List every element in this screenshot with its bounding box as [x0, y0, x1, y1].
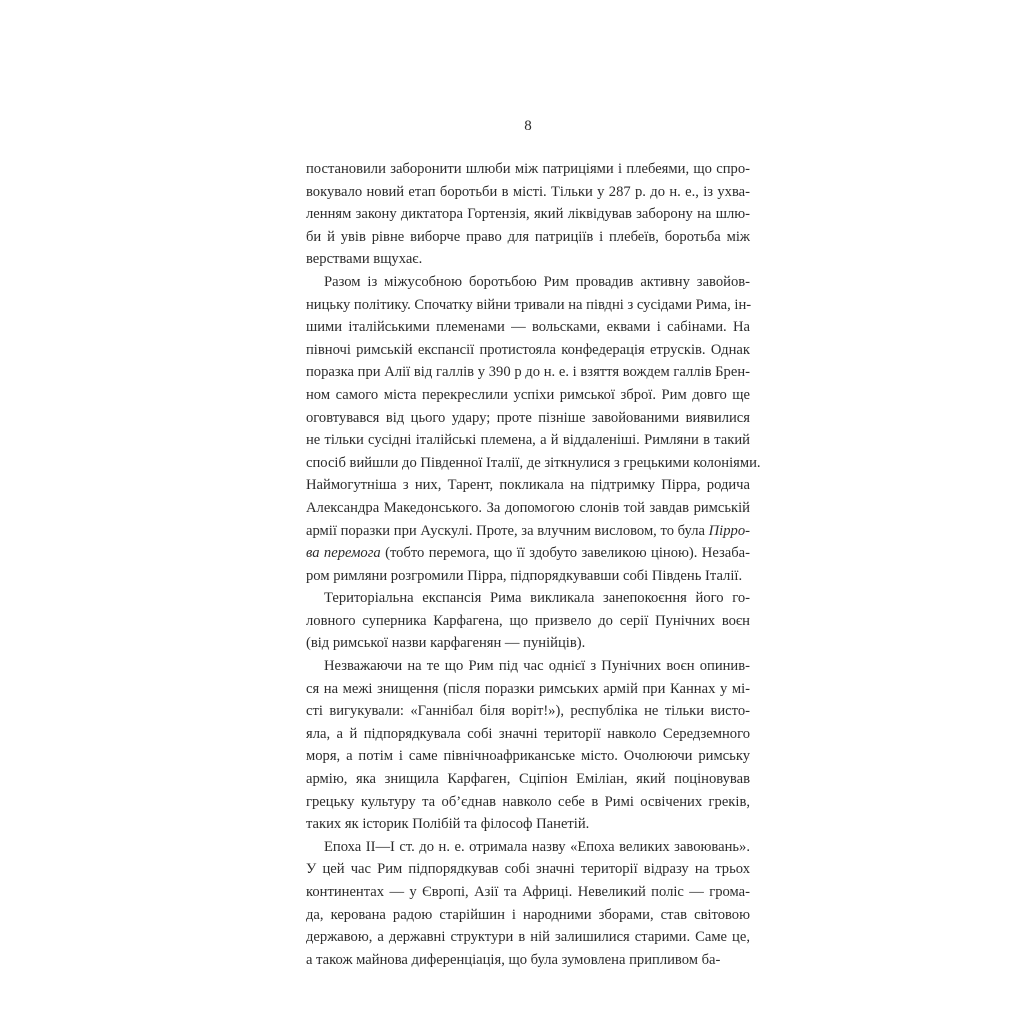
text-line: ся на межі знищення (після поразки римських армій при Каннах у мі- — [306, 680, 750, 697]
text-line: ром римляни розгромили Пірра, підпорядкувавши собі Південь Італії. — [306, 567, 743, 584]
text-line: Разом із міжусобною боротьбою Рим провадив активну завойов- — [324, 273, 750, 290]
text-line: У цей час Рим підпорядкував собі значні території відразу на трьох — [306, 861, 750, 878]
text-line: поразка при Алії від галлів у 390 р до н. е. і взяття вождем галлів Брен- — [306, 364, 750, 381]
text-line: спосіб вийшли до Південної Італії, де зіткнулися з грецькими колоніями. — [306, 454, 761, 471]
text-line: Епоха II—I ст. до н. е. отримала назву «Епоха великих завоювань». — [324, 838, 750, 855]
text-line: ном самого міста перекреслили успіхи римської зброї. Рим довго ще — [306, 386, 750, 403]
text-line: сті вигукували: «Ганнібал біля воріт!»), республіка не тільки висто- — [306, 703, 750, 720]
text-line: армію, яка знищила Карфаген, Сціпіон Еміліан, який поціновував — [306, 771, 750, 788]
text-line: армії поразки при Аускулі. Проте, за влучним висловом, то була Пірро- — [306, 522, 750, 539]
text-line: таких як історик Полібій та філософ Панетій. — [306, 816, 590, 833]
text-line: ленням закону диктатора Гортензія, який ліквідував заборону на шлю- — [306, 206, 750, 223]
text-line: ва перемога (тобто перемога, що її здобуто завеликою ціною). Незаба- — [306, 545, 750, 562]
text-line: верствами вщухає. — [306, 251, 423, 268]
text-line: шими італійськими племенами — вольсками, еквами і сабінами. На — [306, 319, 750, 336]
text-line: ницьку політику. Спочатку війни тривали на півдні з сусідами Рима, ін- — [306, 296, 752, 313]
text-line: Александра Македонського. За допомогою слонів той завдав римській — [306, 499, 750, 516]
text-line: ловного суперника Карфагена, що призвело до серії Пунічних воєн — [306, 612, 750, 629]
paragraph — [306, 587, 750, 655]
text-line: а також майнова диференціація, що була зумовлена припливом ба- — [306, 951, 721, 968]
text-line: Територіальна експансія Рима викликала занепокоєння його го- — [324, 590, 750, 607]
text-line: оговтувався від цього удару; проте пізніше завойованими виявилися — [306, 409, 750, 426]
text-line: постановили заборонити шлюби між патриціями і плебеями, що спро- — [306, 161, 750, 177]
text-line: моря, а потім і саме північноафриканське місто. Очолюючи римську — [306, 748, 750, 765]
paragraph — [306, 158, 750, 271]
paragraph — [306, 271, 761, 587]
text-line: континентах — у Європі, Азії та Африці. Невеликий поліс — грома- — [306, 884, 750, 900]
text-line: Наймогутніша з них, Тарент, покликала на підтримку Пірра, родича — [306, 477, 750, 494]
paragraph — [306, 836, 750, 972]
text-line: (від римської назви карфагенян — пунійців). — [306, 635, 586, 652]
text-line: грецьку культуру та об’єднав навколо себе в Римі освічених греків, — [306, 793, 750, 810]
text-line: не тільки сусідні італійські племена, а й віддаленіші. Римляни в такий — [306, 432, 750, 449]
text-line: да, керована радою старійшин і народними зборами, став світовою — [306, 906, 750, 923]
page-number: 8 — [524, 118, 532, 134]
text-line: яла, а й підпорядкувала собі значні території навколо Середземного — [306, 725, 750, 742]
text-line: Незважаючи на те що Рим під час однієї з Пунічних воєн опинив- — [324, 658, 750, 675]
text-line: державою, а державні структури в ній залишилися старими. Саме це, — [306, 929, 750, 946]
text-line: вокувало новий етап боротьби в місті. Тільки у 287 р. до н. е., із ухва- — [306, 183, 750, 200]
text-line: півночі римській експансії протистояла конфедерація етрусків. Однак — [306, 341, 750, 358]
text-line: би й увів рівне виборче право для патриціїв і плебеїв, боротьба між — [306, 228, 750, 245]
paragraph — [306, 655, 750, 836]
body-text — [306, 158, 761, 971]
